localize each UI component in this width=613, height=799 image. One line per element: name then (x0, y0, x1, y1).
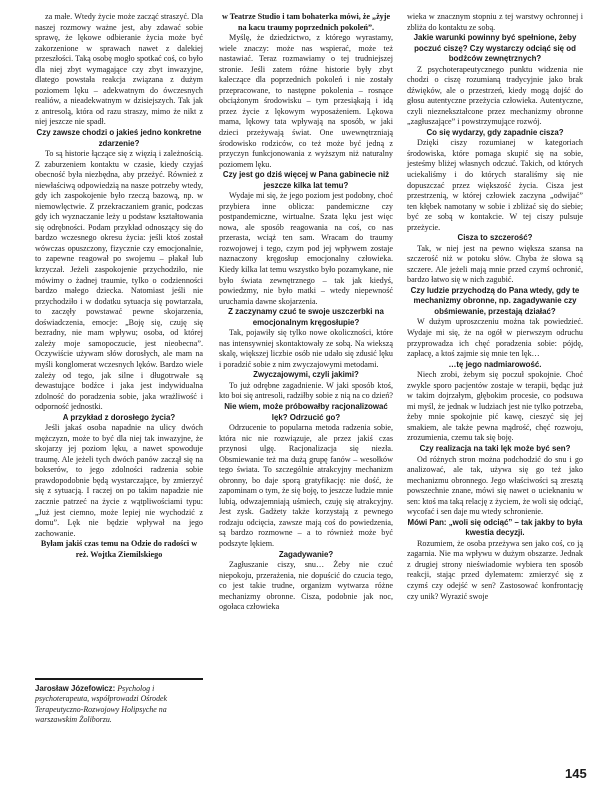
answer-paragraph: Odrzucenie to popularna metoda radzenia sobie, która nic nie rozwiązuje, ale przez jakiś czas przynosi ulgę. Racjonalizacja się niezła. Obsmiewanie też ma dużą grupę fanów – wesołków tego świata. To szczególnie atrakcyjny mechanizm obronny, bo daje sporą gratyfikację: nie dość, że zapominam o tym, że się boję, to jeszcze ludzie mnie lubią, odwzajemniają uśmiech, czuję się atrakcyjny. Jest zysk. Gadżety także korzystają z pewnego rodzaju odcięcia, zawsze mają coś do powiedzenia, są bardzo rozmowne – a to również może być podszyte lękiem. (219, 423, 393, 549)
interview-question: Co się wydarzy, gdy zapadnie cisza? (426, 127, 564, 137)
answer-paragraph: Od różnych stron można podchodzić do snu i go analizować, ale tak, używa się go też jako mechanizmu obronnego. Jego właściwości są zresztą powszechnie znane, mówi się nawet o ucieknaniu w sen: ktoś ma taką relację z życiem, że woli się odciąć, wycofać i sen daje mu wtedy schronienie. (407, 454, 583, 517)
answer-paragraph: Dzięki ciszy rozumianej w kategoriach środowiska, które pomaga skupić się na sobie, jesteśmy bliżej własnych odczuć. Takich, od których uciekaliśmy i do których staraliśmy się nie dopuszczać przez większość życia. Cisza jest przestrzenią, w której człowiek zaczyna „odwijać” ten kłębek namotany w sobie i zbliżać się do siebie; być ze sobą w kontakcie. W tej ciszy pulsuje przeżycie. (407, 138, 583, 232)
interview-question: Czy jest go dziś więcej w Pana gabinecie niż jeszcze kilka lat temu? (222, 170, 390, 190)
interview-question: Czy zawsze chodzi o jakieś jedno konkretne zdarzenie? (36, 128, 202, 148)
interview-question: Cisza to szczerość? (457, 233, 533, 243)
answer-paragraph: Wydaje mi się, że jego poziom jest podobny, choć przybiera inne oblicza: pandemiczne czy postpandemiczne, wirtualne. Szata lęku jest więc nowa, ale sposób reagowania na coś, co nas przerasta, wciąż ten sam. Wracam do traumy rozwojowej i tego, czym pod jej wpływem zostaje naznaczony kręgosłup emocjonalny człowieka. Kiedy kilka lat temu wszystko było pozamykane, nie było świata zewnętrznego – tak jak kiedyś, powiedzmy, nie było matki – wtedy niepewność uruchamia dawne skojarzenia. (219, 191, 393, 306)
answer-paragraph: W dużym uproszczeniu można tak powiedzieć. Wydaje mi się, że na ogół w pierwszym odruchu przyprowadza ich chęć poradzenia sobie: pójdę, zapłacę, a ktoś zajmie się mnie ten lęk… (407, 317, 583, 359)
interview-question: Czy ludzie przychodzą do Pana wtedy, gdy te mechanizmy obronne, np. zagadywanie czy obśmiewanie, przestają działać? (410, 285, 580, 316)
answer-paragraph: To są historie łączące się z więzią i zależnością. Z zaburzeniem kontaktu w czasie, kiedy czyjaś obecność była niezbędna, aby przeżyć. Również z niewłaściwą odpowiedzią na nasze potrzeby wtedy, gdy ich zaspokojenie było rzeczą bazową, np. w niemowlęctwie. Z przekraczaniem granic, podczas gdy ich wyznaczanie leży u podstaw kształtowania się odrębności. Podam przykład odnoszący się do bardzo wczesnego okresu życia: jeśli ktoś został wówczas opuszczony, fizycznie czy emocjonalnie, to zapewne reagował po swojemu – płakał lub krzyczał. Jeżeli zaspokojenie przychodziło, nie mówimy o żadnej traumie, tylko o codzienności bardzo małego dziecka. Natomiast jeśli nie przychodziło i w dodatku sytuacja się powtarzała, to zaczęły powstawać pewne skojarzenia, doświadczenia, emocje: „Boję się, czuję się bezradny, nie mam wpływu; osoba, od której zależy moje samopoczucie, jest nieobecna”. Oczywiście używam słów dorosłych, ale mam na myśli konglomerat wczesnych lęków. Bardzo wiele zależy od tego, jak silne i długotrwałe są dewastujące bodźce i jaka jest indywidualna zdolność do poradzenia sobie, jaka wrażliwość i odporność jednostki. (35, 149, 203, 412)
answer-paragraph: za małe. Wtedy życie może zacząć straszyć. Dla naszej rozmowy ważne jest, aby zdawać sobie sprawę, że lękowe odbieranie życia może być zakorzenione w sprawach nawet z dalekiej przeszłości. Taką osobę mogło spotkać coś, co było dla niej zbyt wymagające czy zbyt inwazyjne, dlatego powstała reakcja związana z dużym poziomem lęku – adekwatnym do ówczesnych realiów, a nieadekwatnym w dzisiejszych. Tak jak z antresolą, która od razu straszy, mimo że nikt z niej jeszcze nie spadł. (35, 12, 203, 127)
answer-paragraph: To już odrębne zagadnienie. W jaki sposób ktoś, kto boi się antresoli, radziłby sobie z nią na co dzień? (219, 380, 393, 401)
answer-paragraph: Z psychoterapeutycznego punktu widzenia nie chodzi o ciszę rozumianą tradycyjnie jako brak dźwięków, ale o przestrzeń, kiedy mogą dojść do głosu autentyczne przeżycia człowieka. Autentyczne, czyli nieznekształcone przez mechanizmy obronne „zagłuszające” i powstrzymujące rozwój. (407, 64, 583, 127)
answer-paragraph: Rozumiem, że osoba przeżywa sen jako coś, co ją zagarnia. Nie ma wpływu w dużym obszarze. Jednak z drugiej strony nieświadomie wybiera ten sposób reakcji, stając przed dylematem: zmierzyć się z czymś czy odejść w sen? Zastosować konfrontację czy unik? Wyrazić swoje (407, 538, 583, 601)
interview-question: Nie wiem, może próbowałby racjonalizować lęk? Odrzucić go? (224, 402, 388, 422)
text-column-1 (35, 12, 203, 560)
interview-question: …tę jego nadmiarowość. (448, 359, 542, 369)
interview-question: A przykład z dorosłego życia? (62, 412, 176, 422)
interview-question: Mówi Pan: „woli się odciąć” – tak jakby to była kwestia decyzji. (407, 517, 583, 538)
answer-paragraph: Tak, w niej jest na pewno większa szansa na szczerość niż w potoku słów. Chyba że słowa są szczere. Ale jeżeli mają mnie przed czymś ochronić, bardzo łatwo się w nich zagubić. (407, 243, 583, 285)
interview-question: Z zaczynamy czuć te swoje uszczerbki na emocjonalnym kręgosłupie? (228, 307, 384, 327)
interview-question: Zagadywanie? (278, 549, 334, 559)
bio-text: Psycholog i psychoterapeuta, współprowadzi Ośrodek Terapeutyczno-Rozwojowy Holipsyche na warszawskim Żoliborzu. (35, 684, 168, 725)
answer-paragraph: Myślę, że dziedzictwo, z którego wyrastamy, wiele znaczy: może nas wspierać, może też nastawiać. Teraz rozmawiamy o tej trudniejszej stronie. Jeśli zatem różne historie były zbyt kaleczące dla poprzednich pokoleń i nie zostały przepracowane, to następne pokolenia – rosnące obciążonym środowisku – tym przesiąkają i idą przez życie z lękowym wyposażeniem. Lękowa mama, lękowy tata wpływają na sposób, w jaki dzieci przeżywają świat. One uwewnętrzniają środowisko rodziców, co też może być jedną z przyczyn funkcjonowania z wyższym niż naturalny poziomem lęku. (219, 33, 393, 169)
author-bio (35, 678, 203, 726)
answer-paragraph: Tak, pojawiły się tylko nowe okoliczności, które nas intensywniej skontaktowały ze sobą. Na wiekszą skalę, większej liczbie osób nie udało się zdusić lęku i poradzić sobie z nim zwyczajowymi metodami. (219, 328, 393, 369)
answer-paragraph: Zagłuszanie ciszy, snu… Żeby nie czuć niepokoju, przerażenia, nie dopuścić do czucia tego, co jest takie trudne, organizm wytwarza różne mechanizmy obronne. Cisza, podobnie jak noc, ogołaca człowieka (219, 560, 393, 612)
answer-paragraph: Niech zrobi, żebym się poczuł spokojnie. Choć zwykle sporo pacjentów zostaje w terapii, będąc już w takim dojrzałym, głębokim procesie, co podsuwa mi myśl, że jednak w ludziach jest nie tylko potrzeba, żeby mnie spokojnie pić kawę, cieszyć się jej smakiem, ale także pewna mądrość, chęć rozwoju, zrozumienia, czemu tak się boję. (407, 370, 583, 443)
bio-name: Jarosław Józefowicz: (35, 684, 116, 693)
interview-question: Zwyczajowymi, czyli jakimi? (253, 370, 359, 380)
page-number: 145 (565, 766, 587, 781)
interview-question: w Teatrze Studio i tam bohaterka mówi, że „żyje na kacu traumy poprzednich pokoleń”. (221, 12, 391, 32)
answer-paragraph: wieka w znacznym stopniu z tej warstwy ochronnej i zbliża do kontaktu ze sobą. (407, 12, 583, 32)
interview-question: Byłam jakiś czas temu na Odzie do radości w reż. Wojtka Ziemilskiego (40, 539, 198, 559)
text-column-2 (219, 12, 393, 613)
answer-paragraph: Jeśli jakaś osoba napadnie na ulicy dwóch mężczyzn, może to być dla niej tak inwazyjne, że skojarzy jej poziom lęku, a nawet spowoduje traumę. Ale jeżeli tych dwóch panów zaczął się na bokserów, to jego zdolności radzenia sobie prawdopodobnie będą wystarczające, by zmierzyć się z sytuacją. I raczej on po takim napadzie nie zacznie patrzeć na życie z wątpliwościami typu: „Już jest ciemno, może lepiej nie wychodzić z domu”. Lęk nie będzie wpływał na jego zachowanie. (35, 423, 203, 538)
interview-question: Czy realizacja na taki lęk może być sen? (419, 444, 571, 453)
interview-question: Jakie warunki powinny być spełnione, żeby poczuć ciszę? Czy wystarczy odciąć się od bodźców zewnętrznych? (413, 33, 577, 64)
text-column-3 (407, 12, 583, 602)
